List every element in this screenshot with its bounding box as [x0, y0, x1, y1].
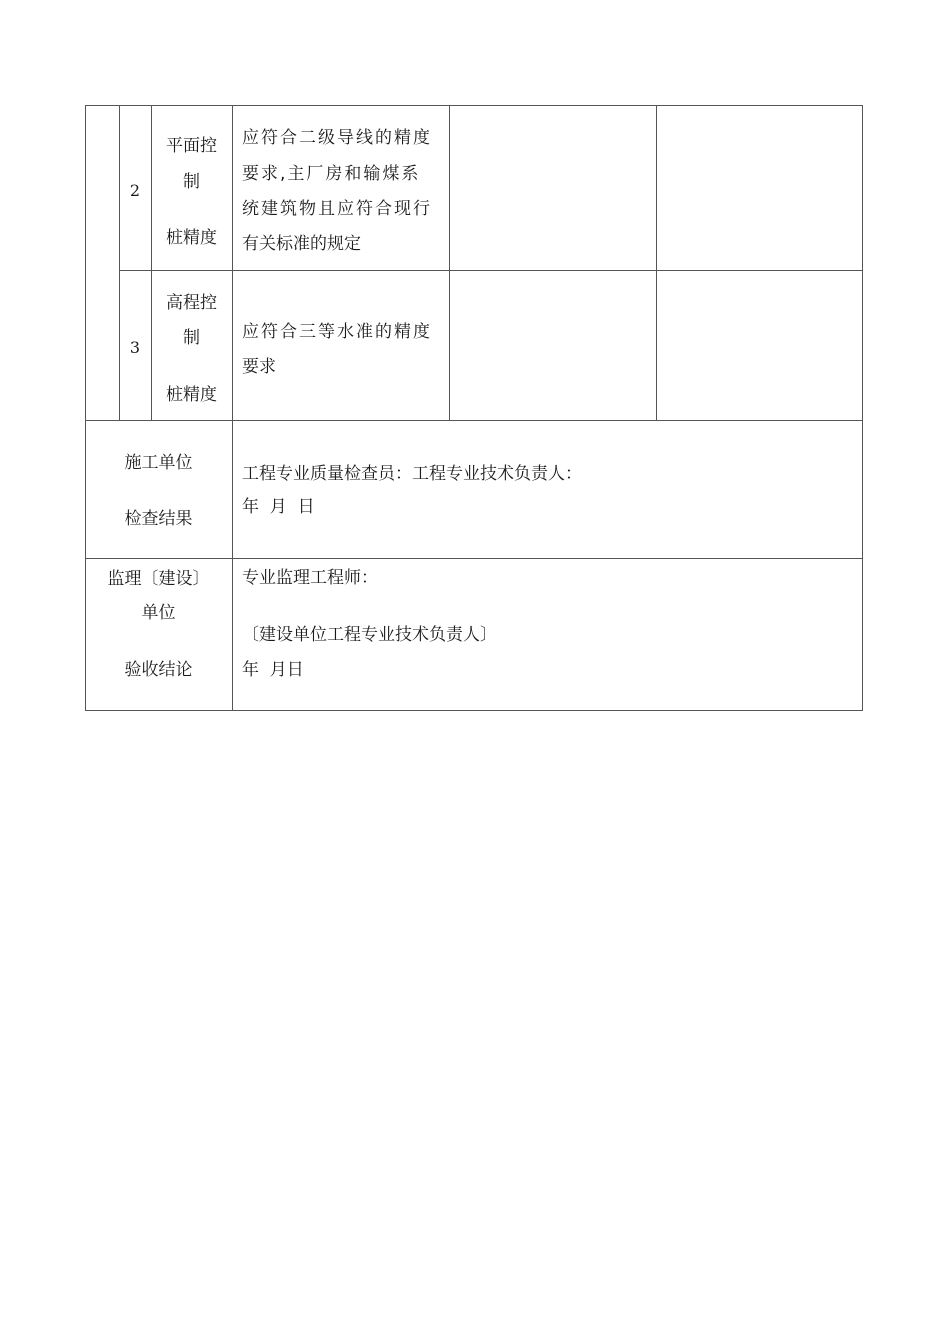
table-border-right [862, 105, 863, 711]
column-divider [449, 105, 450, 421]
supervision-engineer: 专业监理工程师： [242, 568, 378, 588]
supervision-label-line: 验收结论 [124, 660, 193, 680]
standard-text-line: 要求 [242, 357, 276, 377]
item-name-line: 桩精度 [166, 385, 217, 405]
supervision-date: 年 月日 [242, 660, 304, 680]
row-index: 2 [129, 181, 141, 200]
table-border-bottom [85, 710, 863, 711]
row-divider [85, 558, 863, 559]
item-name-line: 制 [183, 328, 200, 348]
standard-text-line: 有关标准的规定 [242, 234, 361, 254]
standard-text-line: 统建筑物且应符合现行 [242, 199, 432, 219]
construction-date: 年 月 日 [242, 497, 315, 517]
supervision-owner-rep: 〔建设单位工程专业技术负责人〕 [242, 625, 497, 645]
supervision-label-line: 监理〔建设〕 [107, 569, 210, 589]
supervision-label-line: 单位 [141, 603, 176, 623]
standard-text-line: 要求,主厂房和输煤系 [242, 164, 421, 184]
row-divider [85, 420, 863, 421]
item-name-line: 制 [183, 172, 200, 192]
standard-text-line: 应符合二级导线的精度 [242, 128, 432, 148]
construction-label-line: 施工单位 [124, 453, 193, 473]
column-divider [232, 105, 233, 711]
column-divider [656, 105, 657, 421]
column-divider [119, 105, 120, 421]
construction-label-line: 检查结果 [124, 509, 193, 529]
table-border-top [85, 105, 863, 106]
row-divider [119, 270, 863, 271]
standard-text-line: 应符合三等水准的精度 [242, 322, 432, 342]
item-name-line: 高程控 [166, 293, 217, 313]
item-name-line: 平面控 [166, 136, 217, 156]
construction-signers: 工程专业质量检查员：工程专业技术负责人： [242, 464, 582, 484]
item-name-line: 桩精度 [166, 228, 217, 248]
row-index: 3 [129, 338, 141, 357]
